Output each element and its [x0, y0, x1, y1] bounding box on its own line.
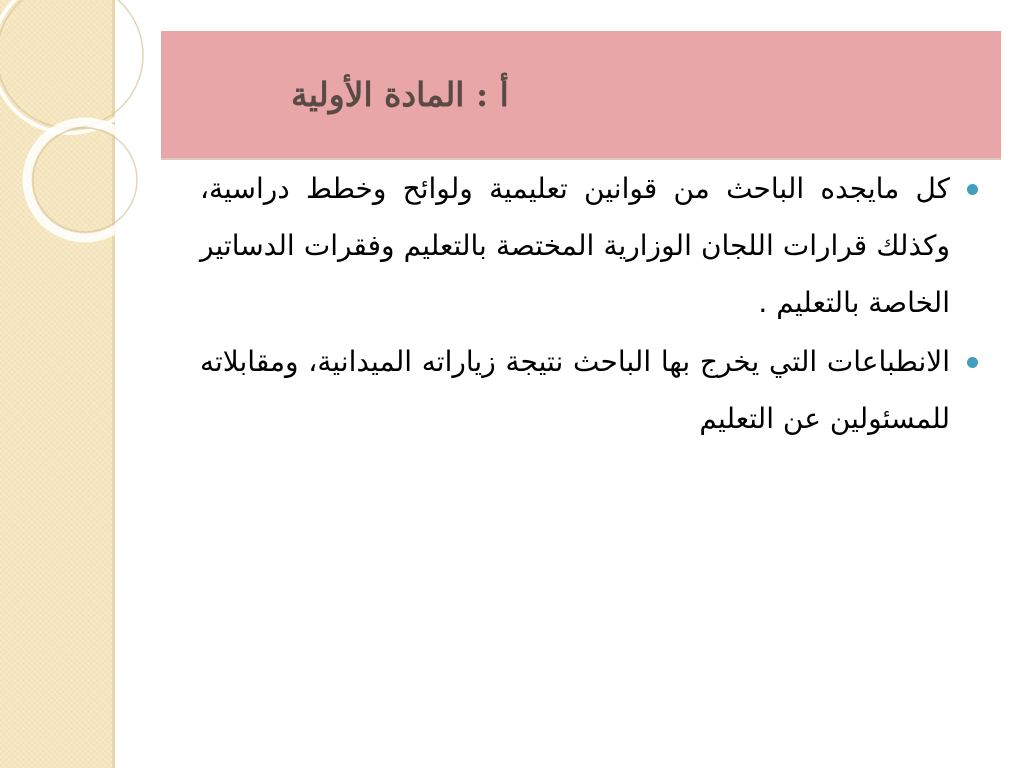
- title-bar: [161, 31, 1001, 160]
- bullet-item-1: [200, 160, 990, 331]
- bullet-dot-icon: [967, 357, 978, 368]
- decorative-ring-large: [0, 0, 148, 133]
- slide-title: أ : المادة الأولية: [291, 75, 509, 114]
- bullet-item-2-text: الانطباعات التي يخرج بها الباحث نتيجة زياراته الميدانية، ومقابلاته للمسئولين عن التعليم: [200, 345, 950, 435]
- decorative-ring-small: [27, 122, 143, 238]
- decorative-ring-large-inner: [0, 0, 143, 128]
- decorative-ring-small-inner: [33, 128, 137, 232]
- bullet-item-2: [200, 333, 990, 447]
- bullet-list: [200, 160, 990, 447]
- bullet-dot-icon: [967, 184, 978, 195]
- decorative-rings: [0, 0, 160, 260]
- bullet-item-1-text: كل مايجده الباحث من قوانين تعليمية ولوائح وخطط دراسية، وكذلك قرارات اللجان الوزارية المختصة بالتعليم وفقرات الدساتير الخاصة بالتعليم .: [200, 172, 950, 319]
